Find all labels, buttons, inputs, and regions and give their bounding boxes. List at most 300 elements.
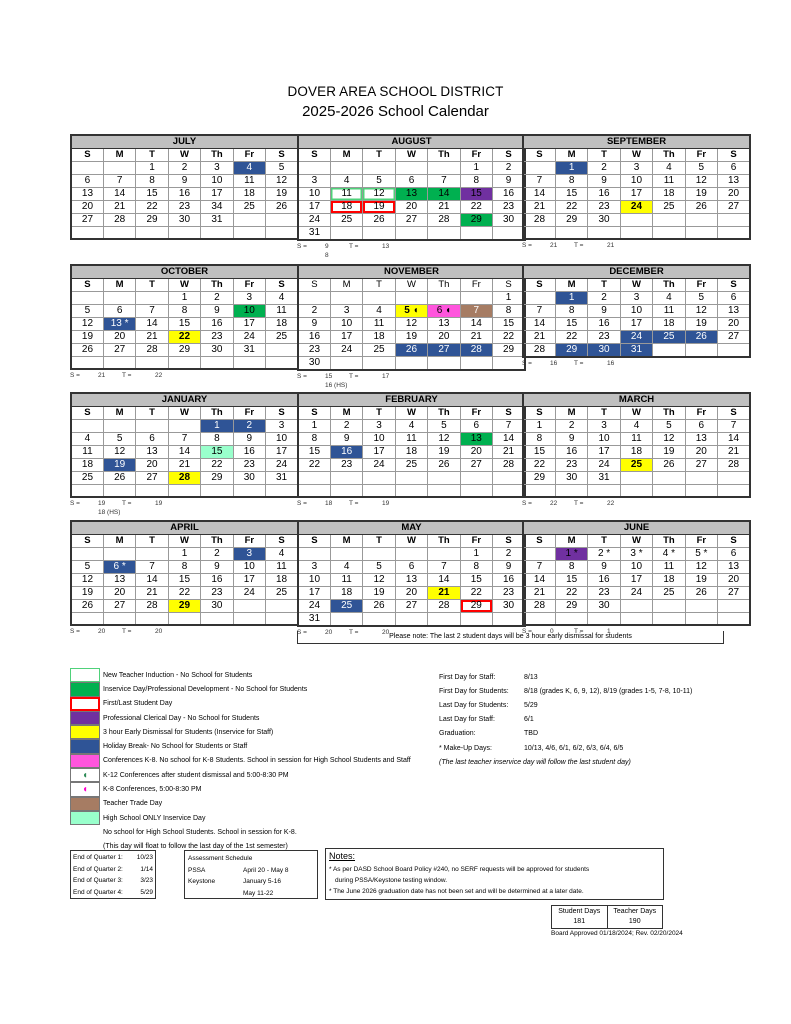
day-cell: 1 (168, 291, 200, 304)
day-cell (363, 291, 395, 304)
day-cell: 15 (168, 573, 200, 586)
day-cell (136, 356, 168, 369)
month-name: JANUARY (71, 393, 298, 406)
day-cell: 8 (460, 174, 492, 187)
day-cell (136, 419, 168, 432)
day-cell: 1 (136, 161, 168, 174)
weekday-header: Th (428, 148, 460, 161)
month-december (522, 264, 751, 378)
student-count: 22 (550, 500, 558, 507)
day-cell: 6 (395, 174, 427, 187)
day-cell (395, 612, 427, 626)
weekday-header: Th (428, 534, 460, 547)
day-cell (523, 547, 555, 560)
approval-note: Board Approved 01/18/2024; Rev. 02/20/2024 (551, 930, 683, 937)
weekday-header: S (266, 148, 298, 161)
weekday-header: W (168, 534, 200, 547)
day-cell (71, 226, 103, 239)
weekday-header: T (588, 406, 620, 419)
day-cell (136, 484, 168, 497)
day-cell: 12 (71, 573, 103, 586)
day-cell: 21 (136, 330, 168, 343)
day-cell (266, 343, 298, 356)
day-cell: 19 (266, 187, 298, 200)
weekday-header: W (168, 406, 200, 419)
weekday-header: W (168, 148, 200, 161)
day-cell: 12 (653, 432, 685, 445)
count-s-label: S = (70, 372, 80, 379)
day-cell (298, 471, 330, 484)
day-cell: 18 (395, 445, 427, 458)
day-cell (330, 547, 362, 560)
day-cell: 14 (168, 445, 200, 458)
student-count: 18 (325, 500, 333, 507)
day-cell: 13 (460, 432, 492, 445)
day-cell: 6 (103, 304, 135, 317)
day-cell: 27 (136, 471, 168, 484)
day-cell (330, 291, 362, 304)
day-cell: 8 (460, 560, 492, 573)
weekday-header: Fr (460, 278, 492, 291)
day-cell: 26 (103, 471, 135, 484)
day-cell: 15 (136, 187, 168, 200)
day-cell: 13 (718, 174, 750, 187)
day-cell (620, 599, 652, 612)
legend-text: High School ONLY Inservice Day (103, 814, 206, 822)
count-t-label: T = (349, 628, 359, 636)
weekday-header: W (168, 278, 200, 291)
day-cell: 7 (523, 174, 555, 187)
day-cell: 14 (136, 317, 168, 330)
day-cell: 4 (653, 161, 685, 174)
day-cell: 26 (428, 458, 460, 471)
student-count: 21 (98, 372, 106, 379)
day-cell: 17 (298, 200, 330, 213)
day-cell: 13 (718, 560, 750, 573)
count-t-label: T = (574, 359, 584, 367)
day-cell: 20 (718, 573, 750, 586)
day-cell: 2 (168, 161, 200, 174)
day-cell: 17 (330, 330, 362, 343)
weekday-header: Fr (233, 406, 265, 419)
day-cell: 14 (523, 317, 555, 330)
weekday-header: M (103, 148, 135, 161)
day-cell: 13 (136, 445, 168, 458)
day-cell: 20 (460, 445, 492, 458)
day-cell: 29 (460, 213, 492, 226)
day-cell: 23 (493, 200, 525, 213)
day-cell: 2 * (588, 547, 620, 560)
day-cell: 7 (136, 560, 168, 573)
day-cell: 18 (653, 573, 685, 586)
day-cell: 20 (103, 330, 135, 343)
weekday-header: S (718, 148, 750, 161)
day-cell: 5 (71, 560, 103, 573)
weekday-header: S (71, 534, 103, 547)
assessment-dates: May 11-22 (243, 889, 274, 897)
day-cell: 4 (395, 419, 427, 432)
key-date-label: Graduation: (439, 730, 476, 738)
day-cell: 25 (266, 330, 298, 343)
day-cell: 27 (103, 599, 135, 612)
day-cell: 27 (460, 458, 492, 471)
legend-item (70, 782, 430, 796)
day-cell: 24 (330, 343, 362, 356)
month-january (70, 392, 299, 518)
day-cell: 20 (395, 200, 427, 213)
day-cell: 22 (555, 330, 587, 343)
month-october (70, 264, 299, 390)
day-cell: 30 (555, 471, 587, 484)
day-cell: 20 (718, 187, 750, 200)
weekday-header: M (103, 278, 135, 291)
weekday-header: Fr (460, 406, 492, 419)
weekday-header: S (718, 406, 750, 419)
day-cell (71, 484, 103, 497)
weekday-header: S (71, 278, 103, 291)
day-cell: 20 (136, 458, 168, 471)
notes-box (325, 848, 664, 900)
quarter-row (73, 864, 153, 876)
day-cell: 16 (201, 317, 233, 330)
weekday-header: S (298, 406, 330, 419)
day-cell: 3 (201, 161, 233, 174)
day-cell: 6 (460, 419, 492, 432)
day-cell (653, 471, 685, 484)
day-cell (685, 484, 717, 497)
day-cell: 7 (103, 174, 135, 187)
day-cell: 9 (588, 174, 620, 187)
day-cell: 30 (201, 599, 233, 612)
count-t-label: T = (574, 628, 584, 635)
month-november (297, 264, 526, 391)
day-cell: 12 (395, 317, 427, 330)
legend-item (70, 725, 430, 739)
legend-swatch (70, 811, 100, 825)
day-cell: 3 (330, 304, 362, 317)
day-cell: 30 (493, 213, 525, 226)
day-cell: 2 (233, 419, 265, 432)
day-cell: 27 (395, 213, 427, 226)
day-cell: 14 (136, 573, 168, 586)
day-cell: 27 (71, 213, 103, 226)
assessment-dates: January 5-16 (243, 878, 281, 886)
day-cell: 14 (493, 432, 525, 445)
key-date-row (439, 698, 739, 712)
teacher-count: 1 (607, 628, 611, 635)
weekday-header: T (363, 534, 395, 547)
weekday-header: T (136, 278, 168, 291)
month-name: DECEMBER (523, 265, 750, 278)
key-date-label: First Day for Students: (439, 687, 509, 695)
day-cell: 28 (103, 213, 135, 226)
day-cell (555, 612, 587, 625)
day-counts (297, 373, 526, 391)
day-cell (685, 343, 717, 357)
weekday-header: W (620, 534, 652, 547)
day-cell: 11 (266, 304, 298, 317)
day-cell (136, 547, 168, 560)
month-name: AUGUST (298, 135, 525, 148)
legend-text: K-12 Conferences after student dismissal and 5:00-8:30 PM (103, 771, 289, 779)
day-cell: 19 (71, 330, 103, 343)
legend-text: New Teacher Induction - No School for Students (103, 671, 253, 679)
day-cell (298, 484, 330, 497)
month-name: MAY (298, 521, 525, 534)
key-date-row (439, 684, 739, 698)
day-cell: 5 (363, 174, 395, 187)
day-cell: 3 (620, 161, 652, 174)
day-cell: 15 (493, 317, 525, 330)
day-cell (653, 599, 685, 612)
weekday-header: M (555, 278, 587, 291)
legend-text: Professional Clerical Day - No School for Students (103, 714, 260, 722)
day-cell: 9 (493, 174, 525, 187)
day-cell (298, 161, 330, 174)
day-cell: 1 * (555, 547, 587, 560)
month-name: MARCH (523, 393, 750, 406)
day-cell: 5 (266, 161, 298, 174)
day-cell: 10 (363, 432, 395, 445)
day-cell: 10 (588, 432, 620, 445)
day-cell: 16 (330, 445, 362, 458)
day-cell: 1 (493, 291, 525, 304)
day-cell: 25 (266, 586, 298, 599)
day-cell (136, 291, 168, 304)
day-cell: 9 (201, 560, 233, 573)
weekday-header: S (266, 406, 298, 419)
count-s-label: S = (297, 372, 307, 380)
weekday-header: Th (201, 406, 233, 419)
assessment-row (188, 888, 314, 900)
assessment-box (184, 850, 318, 899)
count-t-label: T = (349, 242, 359, 250)
may-june-note: Please note: The last 2 student days will be 3 hour early dismissal for students (297, 631, 724, 644)
assessment-name: Keystone (188, 878, 216, 886)
day-cell (363, 547, 395, 560)
key-date-row (439, 741, 739, 755)
weekday-header: T (588, 534, 620, 547)
legend-swatch (70, 825, 100, 839)
day-cell: 18 (330, 200, 362, 213)
day-cell: 29 (493, 343, 525, 356)
day-cell: 31 (201, 213, 233, 226)
day-cell: 15 (555, 187, 587, 200)
day-cell: 9 (493, 560, 525, 573)
day-cell (555, 226, 587, 239)
day-cell: 8 (555, 560, 587, 573)
day-cell: 24 (298, 213, 330, 226)
day-cell (620, 484, 652, 497)
count-s-label: S = (297, 500, 307, 507)
day-cell (460, 484, 492, 497)
day-cell: 16 (298, 330, 330, 343)
day-cell: 14 (523, 573, 555, 586)
day-cell: 12 (363, 573, 395, 586)
day-cell (363, 484, 395, 497)
day-counts (70, 500, 299, 518)
day-cell (588, 612, 620, 625)
weekday-header: S (298, 278, 330, 291)
count-t-label: T = (122, 500, 132, 507)
day-cell: 13 (428, 317, 460, 330)
day-counts (522, 500, 751, 518)
day-cell: 28 (428, 599, 460, 612)
month-name: APRIL (71, 521, 298, 534)
day-cell: 15 (298, 445, 330, 458)
day-cell: 4 (71, 432, 103, 445)
weekday-header: S (523, 148, 555, 161)
day-cell (428, 356, 460, 370)
key-date-label: First Day for Staff: (439, 673, 496, 681)
day-cell: 19 (103, 458, 135, 471)
day-cell: 3 (298, 174, 330, 187)
day-cell (493, 226, 525, 240)
day-cell: 4 * (653, 547, 685, 560)
weekday-header: W (620, 278, 652, 291)
day-cell: 10 (266, 432, 298, 445)
day-cell: 21 (168, 458, 200, 471)
day-cell: 29 (168, 343, 200, 356)
day-cell (330, 471, 362, 484)
teacher-days-value: 190 (628, 918, 641, 925)
day-cell (685, 226, 717, 239)
day-cell (330, 161, 362, 174)
day-cell: 6 (718, 161, 750, 174)
student-count: 20 (98, 628, 106, 635)
month-name: NOVEMBER (298, 265, 525, 278)
day-cell: 29 (555, 213, 587, 226)
day-cell: 19 (428, 445, 460, 458)
day-cell: 26 (685, 330, 717, 343)
day-cell (588, 226, 620, 239)
day-cell: 17 (620, 187, 652, 200)
day-cell (233, 599, 265, 612)
day-cell: 10 (201, 174, 233, 187)
day-cell: 30 (201, 343, 233, 356)
legend-text: No school for High School Students. School in session for K-8. (103, 828, 297, 836)
day-cell: 11 (653, 174, 685, 187)
month-name: FEBRUARY (298, 393, 525, 406)
day-cell: 7 (523, 304, 555, 317)
notes-title: Notes: (329, 851, 356, 861)
day-cell (298, 547, 330, 560)
legend-item (70, 697, 430, 711)
day-cell: 23 (201, 330, 233, 343)
day-cell: 12 (266, 174, 298, 187)
legend-text: 3 hour Early Dismissal for Students (Inservice for Staff) (103, 728, 274, 736)
day-cell: 11 (653, 304, 685, 317)
key-date-row (439, 713, 739, 727)
quarter-row (73, 875, 153, 887)
day-cell: 6 ◖ (428, 304, 460, 317)
day-cell: 1 (201, 419, 233, 432)
legend-text: (This day will float to follow the last day of the 1st semester) (103, 843, 288, 851)
day-cell: 11 (71, 445, 103, 458)
day-cell: 26 (71, 599, 103, 612)
day-cell: 25 (330, 213, 362, 226)
teacher-count: 17 (382, 372, 390, 380)
day-cell: 21 (523, 330, 555, 343)
day-cell: 22 (555, 200, 587, 213)
key-dates (439, 670, 739, 769)
day-cell: 8 (523, 432, 555, 445)
weekday-header: Fr (685, 148, 717, 161)
month-february (297, 392, 526, 518)
key-date-value: 6/1 (524, 716, 534, 724)
key-date-value: 5/29 (524, 701, 538, 709)
weekday-header: Fr (460, 534, 492, 547)
day-cell: 6 (71, 174, 103, 187)
conference-icon: ◖ (70, 782, 100, 796)
weekday-header: Fr (460, 148, 492, 161)
day-cell: 10 (620, 304, 652, 317)
day-cell (685, 612, 717, 625)
day-cell: 3 * (620, 547, 652, 560)
day-cell: 18 (620, 445, 652, 458)
day-cell (395, 161, 427, 174)
day-cell: 11 (330, 573, 362, 586)
day-cell (460, 612, 492, 626)
day-cell: 1 (460, 161, 492, 174)
day-cell: 5 (653, 419, 685, 432)
weekday-header: W (395, 406, 427, 419)
month-september (522, 134, 751, 260)
day-cell (460, 471, 492, 484)
weekday-header: M (555, 406, 587, 419)
day-cell: 3 (233, 291, 265, 304)
legend-item (70, 682, 430, 696)
day-cell: 26 (363, 213, 395, 226)
month-march (522, 392, 751, 518)
day-cell: 24 (620, 330, 652, 343)
day-cell: 24 (620, 586, 652, 599)
day-cell: 11 (395, 432, 427, 445)
teacher-count: 19 (382, 500, 390, 507)
count-s-label: S = (522, 359, 532, 367)
day-cell: 8 (298, 432, 330, 445)
day-cell: 24 (233, 586, 265, 599)
day-cell: 9 (588, 304, 620, 317)
day-cell: 10 (298, 187, 330, 200)
day-cell: 12 (685, 560, 717, 573)
day-cell: 17 (620, 317, 652, 330)
day-cell: 7 (428, 560, 460, 573)
day-cell (653, 343, 685, 357)
weekday-header: S (493, 148, 525, 161)
day-cell (460, 356, 492, 370)
day-cell: 19 (685, 187, 717, 200)
day-totals (551, 905, 663, 929)
day-cell: 22 (460, 200, 492, 213)
weekday-header: T (363, 278, 395, 291)
weekday-header: Th (653, 148, 685, 161)
quarter-label: End of Quarter 3: (73, 877, 123, 885)
day-counts (297, 500, 526, 518)
day-cell: 10 (620, 174, 652, 187)
day-cell (493, 612, 525, 626)
day-cell: 17 (588, 445, 620, 458)
weekday-header: S (523, 278, 555, 291)
day-cell (168, 419, 200, 432)
weekday-header: M (555, 148, 587, 161)
count-s-label: S = (70, 500, 80, 507)
weekday-header: S (718, 278, 750, 291)
day-cell: 14 (718, 432, 750, 445)
day-cell: 10 (298, 573, 330, 586)
key-date-label: Last Day for Students: (439, 701, 509, 709)
day-cell: 5 (71, 304, 103, 317)
